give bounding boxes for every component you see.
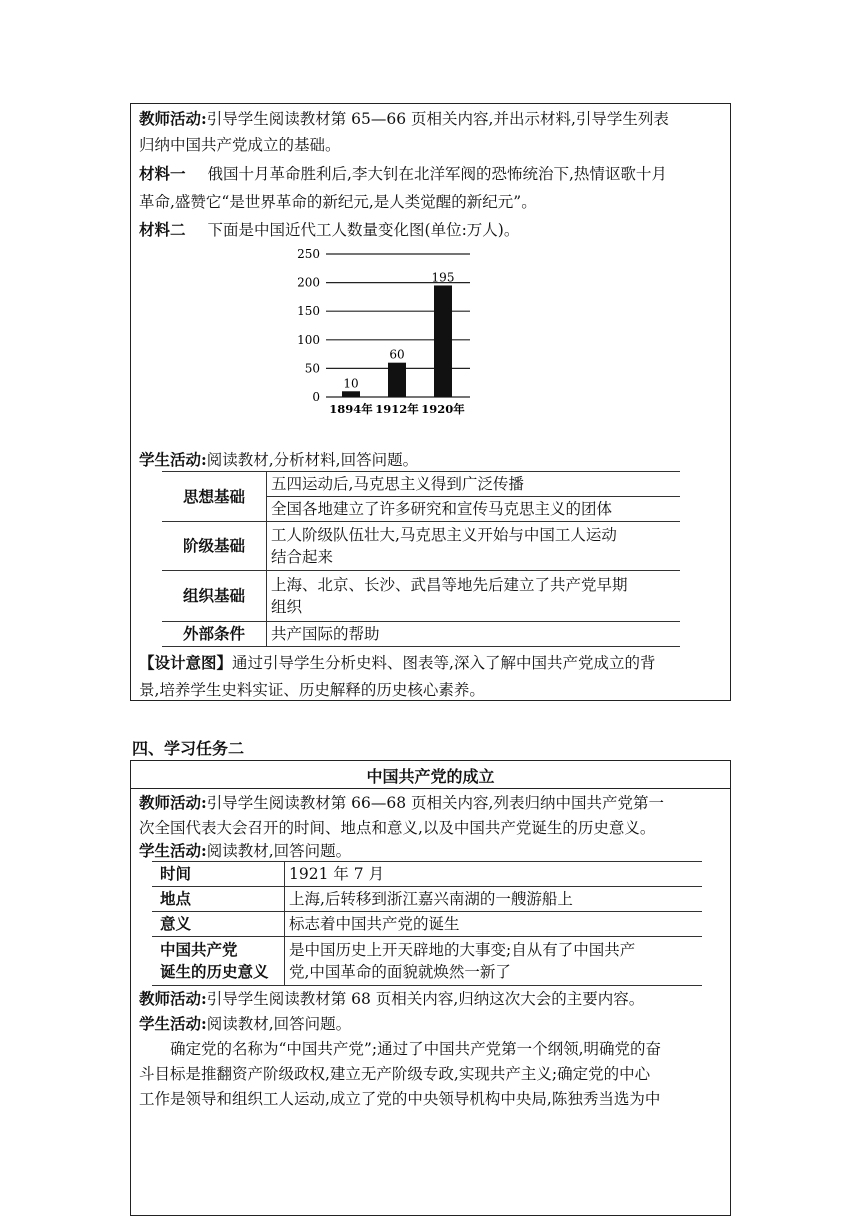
cell-line: 工人阶级队伍壮大,马克思主义开始与中国工人运动 [271,526,617,544]
teacher-activity-line [139,108,669,130]
teacher-activity-label: 教师活动: [139,109,207,128]
design-intent-text: 通过引导学生分析史料、图表等,深入了解中国共产党成立的背 [232,654,656,672]
table-row [162,571,680,622]
material-two-label: 材料二 [139,220,186,239]
table-cell: 五四运动后,马克思主义得到广泛传播 [267,472,681,497]
teacher-activity-label: 教师活动: [139,989,207,1008]
cell-line: 上海、北京、长沙、武昌等地先后建立了共产党早期 [271,576,628,594]
table-row [162,472,680,497]
student-activity-line [139,840,351,862]
material-two-line [139,219,519,241]
table-key [152,937,285,986]
bar [434,285,452,397]
student-activity-text: 阅读教材,分析材料,回答问题。 [206,451,419,469]
teacher-activity-label: 教师活动: [139,793,207,812]
data-label: 60 [389,347,405,362]
table-key: 意义 [152,912,285,937]
teacher-activity-text: 引导学生阅读教材第 68 页相关内容,归纳这次大会的主要内容。 [206,990,645,1008]
design-intent-line [139,652,655,674]
y-tick-label: 250 [297,247,320,261]
table-cell [285,937,703,986]
table-key: 思想基础 [162,472,267,522]
box-title: 中国共产党的成立 [366,767,495,786]
table-row [162,522,680,571]
cell-line: 结合起来 [271,548,334,566]
y-tick-label: 50 [304,361,320,376]
design-intent-line-2: 景,培养学生史料实证、历史解释的历史核心素养。 [139,681,485,699]
student-activity-text: 阅读教材,回答问题。 [206,842,352,860]
title-divider [130,788,731,789]
key-line: 诞生的历史意义 [160,962,269,981]
teacher-activity-line-2: 次全国代表大会召开的时间、地点和意义,以及中国共产党诞生的历史意义。 [139,819,656,837]
table-key: 组织基础 [162,571,267,622]
table-cell: 标志着中国共产党的诞生 [285,912,703,937]
student-activity-label: 学生活动: [139,841,207,860]
design-intent-label: 【设计意图】 [139,653,233,672]
y-tick-label: 150 [297,304,320,319]
cell-line: 是中国历史上开天辟地的大事变;自从有了中国共产 [289,941,636,959]
material-one-line-2: 革命,盛赞它“是世界革命的新纪元,是人类觉醒的新纪元”。 [139,193,537,211]
data-label: 195 [431,270,455,285]
cell-line: 组织 [271,598,303,616]
student-activity-2-line [139,1013,351,1035]
table-key: 时间 [152,862,285,887]
x-tick-label: 1920年 [421,402,465,416]
student-activity-line [139,449,418,471]
material-one-label: 材料一 [139,164,186,183]
table-cell [267,571,681,622]
student-activity-label: 学生活动: [139,450,207,469]
cell-line: 党,中国革命的面貌就焕然一新了 [289,963,511,981]
material-one-line [139,163,667,185]
paragraph-line: 工作是领导和组织工人运动,成立了党的中央领导机构中央局,陈独秀当选为中 [139,1090,661,1108]
table-key: 阶级基础 [162,522,267,571]
teacher-activity-2-line [139,988,644,1010]
teacher-activity-text: 引导学生阅读教材第 65—66 页相关内容,并出示材料,引导学生列表 [206,110,669,128]
table-row [152,887,702,912]
material-one-text: 俄国十月革命胜利后,李大钊在北洋军阀的恐怖统治下,热情讴歌十月 [207,165,667,183]
worker-count-chart [290,244,480,422]
x-tick-label: 1894年 [329,402,373,416]
table-row [152,862,702,887]
table-key: 地点 [152,887,285,912]
key-line: 中国共产党 [160,940,238,959]
table-cell: 全国各地建立了许多研究和宣传马克思主义的团体 [267,497,681,522]
data-label: 10 [343,376,359,391]
table-key: 外部条件 [162,622,267,647]
table-row [152,937,702,986]
material-two-text: 下面是中国近代工人数量变化图(单位:万人)。 [207,221,520,239]
table-row [152,912,702,937]
teacher-activity-text: 引导学生阅读教材第 66—68 页相关内容,列表归纳中国共产党第一 [206,794,664,812]
section-heading: 四、学习任务二 [132,739,245,758]
student-activity-label: 学生活动: [139,1014,207,1033]
foundation-table [162,471,680,647]
bar [388,363,406,397]
y-tick-label: 0 [312,390,320,404]
bar [342,391,360,397]
table-cell: 上海,后转移到浙江嘉兴南湖的一艘游船上 [285,887,703,912]
y-tick-label: 100 [297,332,320,347]
x-tick-label: 1912年 [375,402,419,416]
y-tick-label: 200 [297,275,320,290]
table-row [162,622,680,647]
table-cell: 1921 年 7 月 [285,862,703,887]
table-cell: 共产国际的帮助 [267,622,681,647]
paragraph-line: 确定党的名称为“中国共产党”;通过了中国共产党第一个纲领,明确党的奋 [170,1040,661,1058]
congress-table [152,861,702,986]
paragraph-line: 斗目标是推翻资产阶级政权,建立无产阶级专政,实现共产主义;确定党的中心 [139,1065,651,1083]
table-cell [267,522,681,571]
teacher-activity-line [139,792,664,814]
student-activity-text: 阅读教材,回答问题。 [206,1015,352,1033]
teacher-activity-line-2: 归纳中国共产党成立的基础。 [139,136,341,154]
